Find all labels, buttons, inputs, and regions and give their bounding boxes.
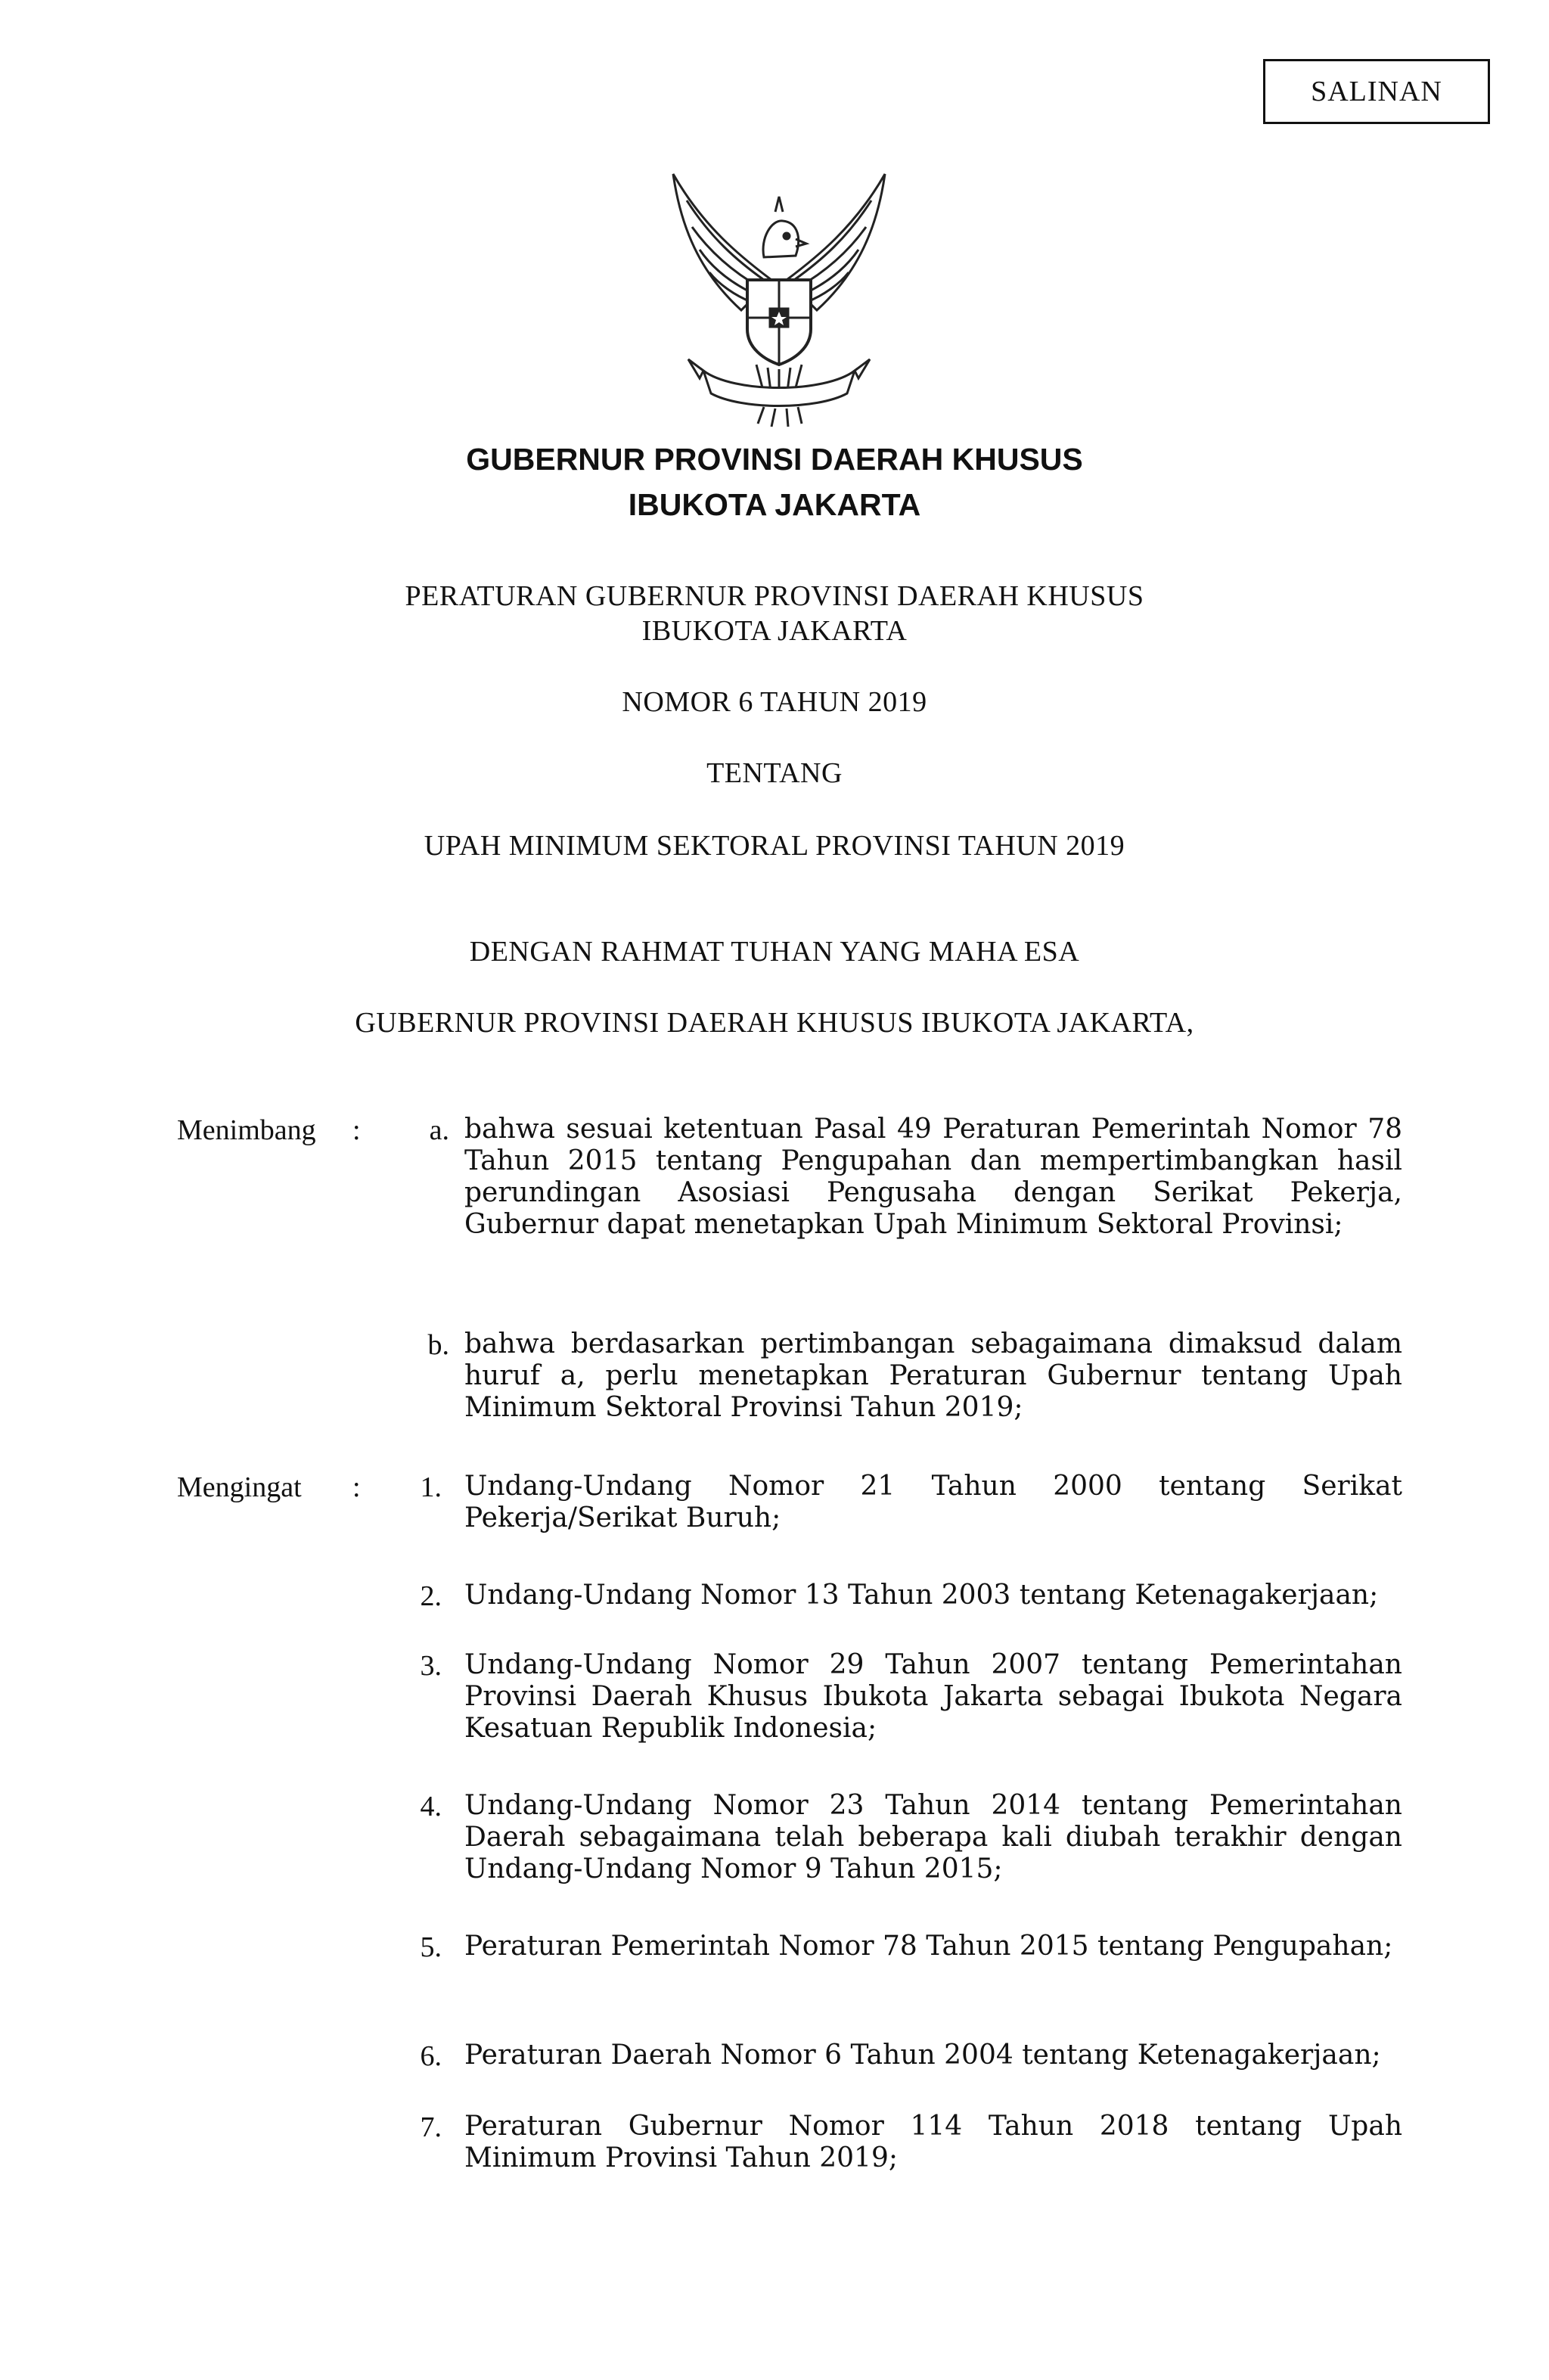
mengingat-item-mark: 2. — [420, 1580, 442, 1612]
mengingat-item: Undang-Undang Nomor 29 Tahun 2007 tentang Pemerintahan Provinsi Daerah Khusus Ibukota Jakarta sebagai Ibukota Negara Kesatuan Republik Indonesia; — [464, 1649, 1402, 1744]
mengingat-item: Peraturan Pemerintah Nomor 78 Tahun 2015 tentang Pengupahan; — [464, 1931, 1393, 1962]
mengingat-item-mark: 5. — [420, 1931, 442, 1963]
mengingat-item: Peraturan Daerah Nomor 6 Tahun 2004 tentang Ketenagakerjaan; — [464, 2040, 1381, 2071]
menimbang-colon: : — [352, 1114, 361, 1146]
regulation-title-line1: PERATURAN GUBERNUR PROVINSI DAERAH KHUSUS — [405, 580, 1144, 612]
menimbang-item-mark: b. — [427, 1329, 449, 1361]
mengingat-item-mark: 4. — [420, 1791, 442, 1822]
mengingat-item-mark: 3. — [420, 1650, 442, 1682]
mengingat-item: Undang-Undang Nomor 23 Tahun 2014 tentang Pemerintahan Daerah sebagaimana telah beberapa kali diubah terakhir dengan Undang-Undang Nomor 9 Tahun 2015; — [464, 1790, 1402, 1884]
regulation-title-line2: IBUKOTA JAKARTA — [641, 615, 908, 647]
opening-issuer: GUBERNUR PROVINSI DAERAH KHUSUS IBUKOTA JAKARTA, — [355, 1007, 1194, 1039]
mengingat-item: Undang-Undang Nomor 13 Tahun 2003 tentang Ketenagakerjaan; — [464, 1580, 1379, 1611]
mengingat-label: Mengingat — [177, 1471, 302, 1503]
garuda-emblem-icon — [658, 166, 900, 431]
menimbang-item-mark: a. — [429, 1114, 449, 1146]
menimbang-label: Menimbang — [177, 1114, 316, 1146]
mengingat-colon: : — [352, 1471, 361, 1503]
opening-blessing: DENGAN RAHMAT TUHAN YANG MAHA ESA — [469, 936, 1080, 968]
regulation-subject: UPAH MINIMUM SEKTORAL PROVINSI TAHUN 2019 — [424, 830, 1125, 862]
regulation-number: NOMOR 6 TAHUN 2019 — [622, 686, 927, 718]
office-title-line1: GUBERNUR PROVINSI DAERAH KHUSUS — [466, 442, 1083, 477]
regulation-about: TENTANG — [706, 757, 843, 789]
mengingat-item: Undang-Undang Nomor 21 Tahun 2000 tentang Serikat Pekerja/Serikat Buruh; — [464, 1471, 1402, 1533]
mengingat-item-mark: 6. — [420, 2040, 442, 2072]
mengingat-item-mark: 1. — [420, 1471, 442, 1503]
salinan-stamp: SALINAN — [1263, 59, 1490, 124]
mengingat-item: Peraturan Gubernur Nomor 114 Tahun 2018 tentang Upah Minimum Provinsi Tahun 2019; — [464, 2111, 1402, 2173]
menimbang-item: bahwa berdasarkan pertimbangan sebagaimana dimaksud dalam huruf a, perlu menetapkan Peraturan Gubernur tentang Upah Minimum Sektoral Provinsi Tahun 2019; — [464, 1328, 1402, 1423]
office-title-line2: IBUKOTA JAKARTA — [628, 487, 921, 522]
menimbang-item: bahwa sesuai ketentuan Pasal 49 Peraturan Pemerintah Nomor 78 Tahun 2015 tentang Pengupahan dan mempertimbangkan hasil perundingan Asosiasi Pengusaha dengan Serikat Pekerja, Gubernur dapat menetapkan Upah Minimum Sektoral Provinsi; — [464, 1114, 1402, 1240]
mengingat-item-mark: 7. — [420, 2111, 442, 2143]
